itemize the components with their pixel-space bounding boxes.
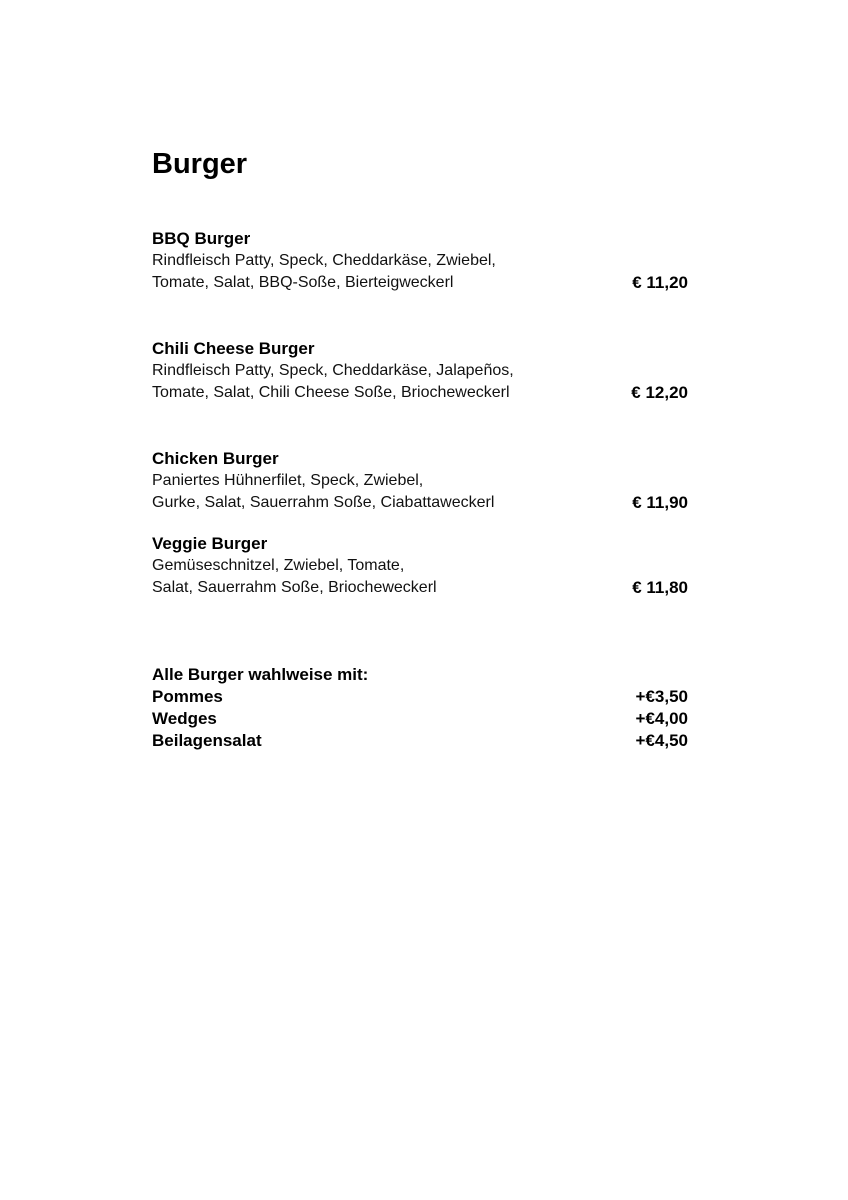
menu-item-veggie-burger [152,533,688,599]
extra-option-beilagensalat [152,730,688,752]
extra-option-price: +€3,50 [635,687,688,706]
menu-item-description-line: Rindfleisch Patty, Speck, Cheddarkäse, Zwiebel, [152,252,496,269]
menu-item-price: € 11,80 [632,578,688,597]
menu-item-name: Chili Cheese Burger [152,339,315,358]
menu-item-description-line: Salat, Sauerrahm Soße, Briocheweckerl [152,579,437,596]
menu-item-name: BBQ Burger [152,229,251,248]
menu-item-price: € 11,20 [632,273,688,292]
menu-item-description-line: Tomate, Salat, Chili Cheese Soße, Briocheweckerl [152,384,510,401]
extra-option-label: Wedges [152,709,217,728]
menu-item-name: Veggie Burger [152,534,268,553]
page-title: Burger [152,148,248,180]
extra-option-label: Beilagensalat [152,731,262,750]
menu-item-description-line: Rindfleisch Patty, Speck, Cheddarkäse, Jalapeños, [152,362,514,379]
extra-option-label: Pommes [152,687,223,706]
menu-item-description-line: Paniertes Hühnerfilet, Speck, Zwiebel, [152,472,424,489]
extra-option-price: +€4,00 [635,709,688,728]
menu-item-price: € 12,20 [631,383,688,402]
extra-option-pommes [152,686,688,708]
extra-option-price: +€4,50 [635,731,688,750]
menu-item-name: Chicken Burger [152,449,279,468]
menu-item-chili-cheese-burger [152,338,688,404]
menu-item-price: € 11,90 [632,493,688,512]
menu-item-bbq-burger [152,228,688,294]
menu-item-description-line: Gemüseschnitzel, Zwiebel, Tomate, [152,557,405,574]
extras-heading: Alle Burger wahlweise mit: [152,665,369,684]
extra-option-wedges [152,708,688,730]
menu-item-description-line: Gurke, Salat, Sauerrahm Soße, Ciabattaweckerl [152,494,495,511]
menu-item-description-line: Tomate, Salat, BBQ-Soße, Bierteigweckerl [152,274,454,291]
extras-section [152,664,688,752]
menu-item-chicken-burger [152,448,688,514]
